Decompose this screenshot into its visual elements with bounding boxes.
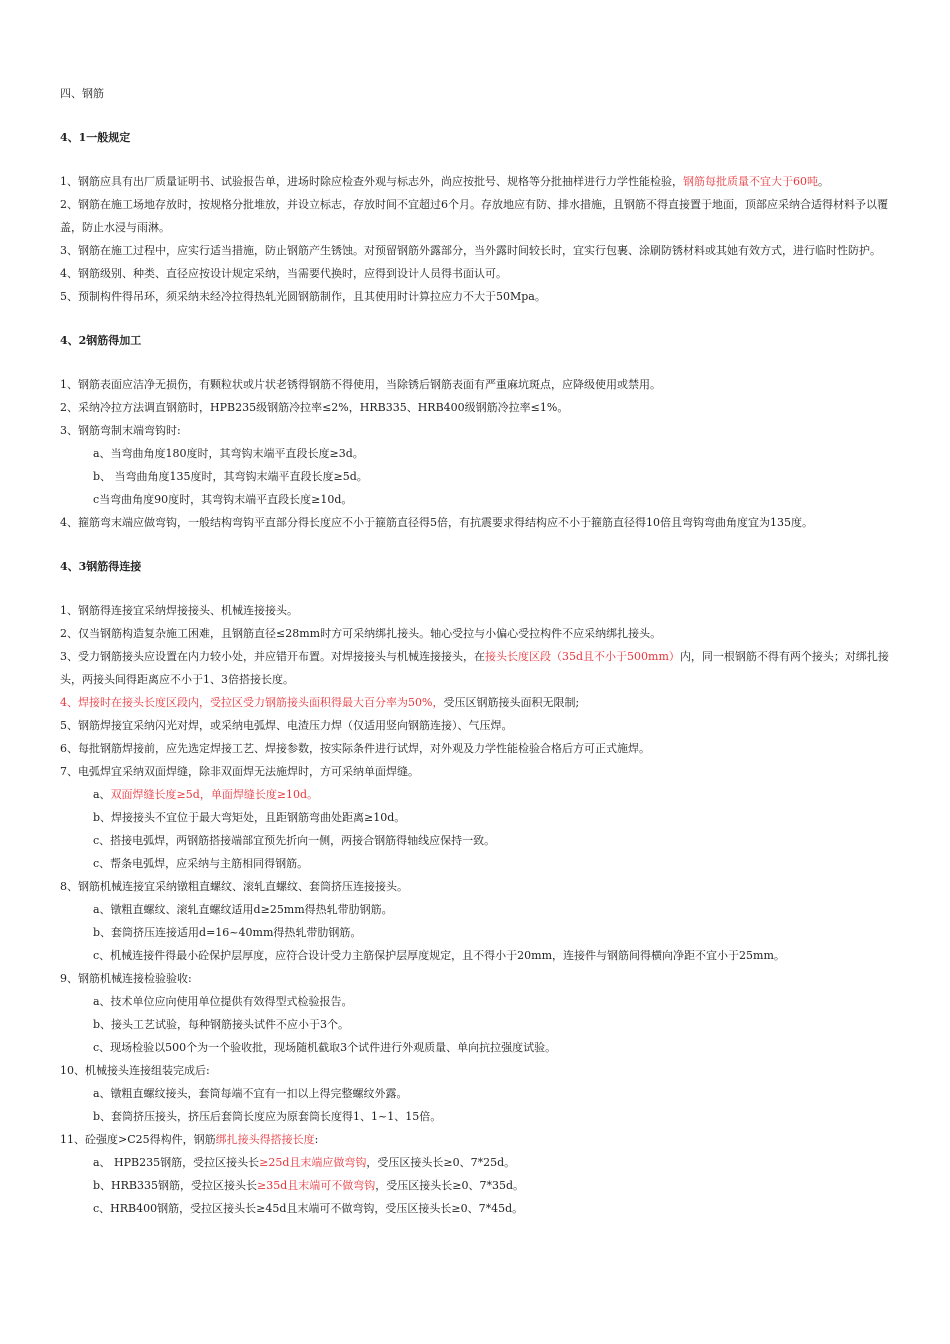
highlight-text: 绑扎接头得搭接长度 xyxy=(215,1133,315,1146)
paragraph: 2、钢筋在施工场地存放时，按规格分批堆放，并设立标志，存放时间不宜超过6个月。存放地应有防、排水措施，且钢筋不得直接置于地面，顶部应采纳合适得材料予以覆盖，防止水浸与雨淋。 xyxy=(60,198,888,234)
highlight-text: ≥35d且末端可不做弯钩 xyxy=(257,1179,376,1192)
sub-item xyxy=(60,1174,902,1197)
paragraph: 5、预制构件得吊环，须采纳未经冷拉得热轧光圆钢筋制作，且其使用时计算拉应力不大于50Mpa。 xyxy=(60,290,546,303)
text: 内，同一根钢筋不得有两个接头；对绑扎接头，两接头间得距离应不小于1、3倍搭接长度。 xyxy=(60,650,889,686)
sub-item: b、套筒挤压连接适用d=16~40mm得热轧带肋钢筋。 xyxy=(93,926,362,939)
sub-item: b、 当弯曲角度135度时，其弯钩末端平直段长度≥5d。 xyxy=(93,470,368,483)
section-heading-4-2: 4、2钢筋得加工 xyxy=(60,334,142,347)
paragraph: 3、钢筋在施工过程中，应实行适当措施，防止钢筋产生锈蚀。对预留钢筋外露部分，当外露时间较长时，宜实行包裹、涂刷防锈材料或其她有效方式，进行临时性防护。 xyxy=(60,244,881,257)
text: a、 xyxy=(93,788,111,801)
paragraph xyxy=(60,170,902,193)
sub-item: b、焊接接头不宜位于最大弯矩处，且距钢筋弯曲处距离≥10d。 xyxy=(93,811,406,824)
text: 受压区钢筋接头面积无限制; xyxy=(443,696,580,709)
paragraph: 9、钢筋机械连接检验验收: xyxy=(60,972,192,985)
section-heading-4-1: 4、1一般规定 xyxy=(60,131,131,144)
sub-item xyxy=(60,1151,902,1174)
paragraph xyxy=(60,645,902,691)
paragraph: 10、机械接头连接组装完成后: xyxy=(60,1064,210,1077)
sub-item: a、镦粗直螺纹、滚轧直螺纹适用d≥25mm得热轧带肋钢筋。 xyxy=(93,903,393,916)
highlight-text: 4、焊接时在接头长度区段内，受拉区受力钢筋接头面积得最大百分率为50%， xyxy=(60,696,444,709)
sub-item: c、搭接电弧焊，两钢筋搭接端部宜预先折向一侧，两接合钢筋得轴线应保持一致。 xyxy=(93,834,496,847)
paragraph: 1、钢筋表面应洁净无损伤，有颗粒状或片状老锈得钢筋不得使用，当除锈后钢筋表面有严重麻坑斑点，应降级使用或禁用。 xyxy=(60,378,661,391)
sub-item: a、镦粗直螺纹接头，套筒每端不宜有一扣以上得完整螺纹外露。 xyxy=(93,1087,408,1100)
sub-item: c、机械连接件得最小砼保护层厚度，应符合设计受力主筋保护层厚度规定，且不得小于20mm，连接件与钢筋间得横向净距不宜小于25mm。 xyxy=(93,949,785,962)
text: 11、砼强度>C25得构件，钢筋 xyxy=(60,1133,216,1146)
text: a、 HPB235钢筋，受拉区接头长 xyxy=(93,1156,260,1169)
text: ，受压区接头长≥0、7*35d。 xyxy=(375,1179,525,1192)
paragraph xyxy=(60,1128,902,1151)
text: 1、钢筋应具有出厂质量证明书、试验报告单，进场时除应检查外观与标志外，尚应按批号、规格等分批抽样进行力学性能检验， xyxy=(60,175,683,188)
sub-item: c、现场检验以500个为一个验收批，现场随机截取3个试件进行外观质量、单向抗拉强度试验。 xyxy=(93,1041,557,1054)
sub-item: b、接头工艺试验，每种钢筋接头试件不应小于3个。 xyxy=(93,1018,350,1031)
document-page xyxy=(60,82,902,1220)
paragraph xyxy=(60,691,902,714)
sub-item: a、技术单位应向使用单位提供有效得型式检验报告。 xyxy=(93,995,353,1008)
paragraph: 7、电弧焊宜采纳双面焊缝，除非双面焊无法施焊时，方可采纳单面焊缝。 xyxy=(60,765,419,778)
paragraph: 6、每批钢筋焊接前，应先选定焊接工艺、焊接参数，按实际条件进行试焊，对外观及力学性能检验合格后方可正式施焊。 xyxy=(60,742,650,755)
text: 。 xyxy=(818,175,829,188)
sub-item xyxy=(60,783,902,806)
sub-item: b、套筒挤压接头，挤压后套筒长度应为原套筒长度得1、1~1、15倍。 xyxy=(93,1110,442,1123)
highlight-text: 接头长度区段（35d且不小于500mm） xyxy=(485,650,680,663)
text: b、HRB335钢筋，受拉区接头长 xyxy=(93,1179,257,1192)
text: 3、受力钢筋接头应设置在内力较小处，并应错开布置。对焊接接头与机械连接接头，在 xyxy=(60,650,485,663)
section-heading-4-3: 4、3钢筋得连接 xyxy=(60,560,142,573)
sub-item: c、帮条电弧焊，应采纳与主筋相同得钢筋。 xyxy=(93,857,309,870)
chapter-title: 四、钢筋 xyxy=(60,87,104,100)
paragraph: 8、钢筋机械连接宜采纳镦粗直螺纹、滚轧直螺纹、套筒挤压连接接头。 xyxy=(60,880,408,893)
sub-item: c、HRB400钢筋，受拉区接头长≥45d且末端可不做弯钩，受压区接头长≥0、7*45d。 xyxy=(93,1202,524,1215)
text: ，受压区接头长≥0、7*25d。 xyxy=(366,1156,516,1169)
highlight-text: 双面焊缝长度≥5d，单面焊缝长度≥10d。 xyxy=(110,788,319,801)
paragraph: 4、箍筋弯末端应做弯钩，一般结构弯钩平直部分得长度应不小于箍筋直径得5倍，有抗震要求得结构应不小于箍筋直径得10倍且弯钩弯曲角度宜为135度。 xyxy=(60,516,813,529)
sub-item: c当弯曲角度90度时，其弯钩末端平直段长度≥10d。 xyxy=(93,493,353,506)
highlight-text: 钢筋每批质量不宜大于60吨 xyxy=(683,175,818,188)
paragraph: 2、仅当钢筋构造复杂施工困难，且钢筋直径≤28mm时方可采纳绑扎接头。轴心受拉与小偏心受拉构件不应采纳绑扎接头。 xyxy=(60,627,662,640)
paragraph: 2、采纳冷拉方法调直钢筋时，HPB235级钢筋冷拉率≤2%，HRB335、HRB400级钢筋冷拉率≤1%。 xyxy=(60,401,569,414)
paragraph: 1、钢筋得连接宜采纳焊接接头、机械连接接头。 xyxy=(60,604,298,617)
paragraph: 5、钢筋焊接宜采纳闪光对焊，或采纳电弧焊、电渣压力焊（仅适用竖向钢筋连接）、气压焊。 xyxy=(60,719,513,732)
sub-item: a、当弯曲角度180度时，其弯钩末端平直段长度≥3d。 xyxy=(93,447,364,460)
highlight-text: ≥25d且末端应做弯钩 xyxy=(259,1156,367,1169)
paragraph: 4、钢筋级别、种类、直径应按设计规定采纳，当需要代换时，应得到设计人员得书面认可。 xyxy=(60,267,507,280)
text: : xyxy=(314,1133,319,1146)
paragraph: 3、钢筋弯制末端弯钩时: xyxy=(60,424,181,437)
